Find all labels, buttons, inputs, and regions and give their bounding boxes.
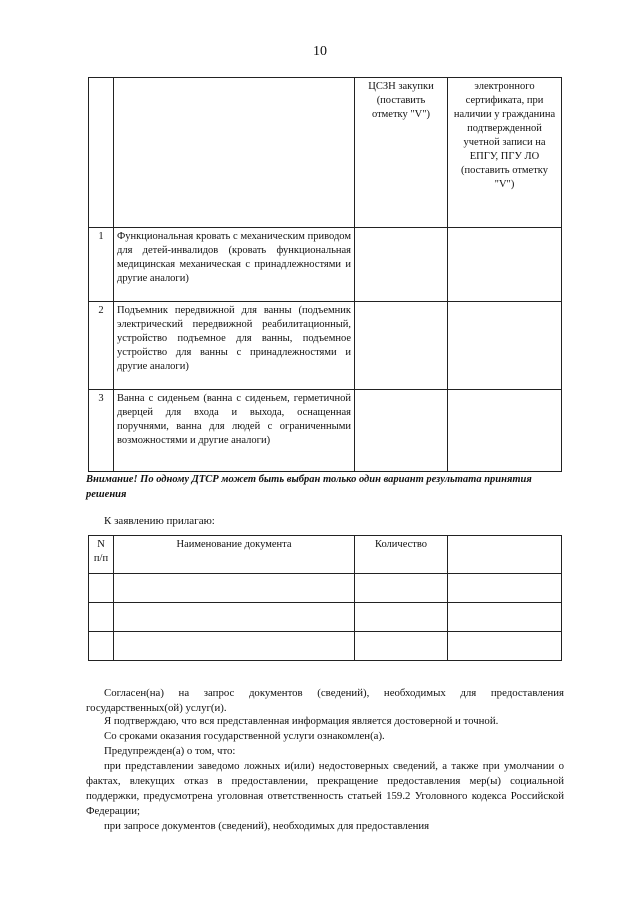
header-empty: [448, 536, 562, 574]
warning-note: Внимание! По одному ДТСР может быть выбран только один вариант результата принятия решения: [86, 474, 532, 500]
liability-paragraph: при представлении заведомо ложных и(или) недостоверных сведений, а также при умолчании о фактах, влекущих отказ в предоставлении, прекращение предоставления мер(ы) социальной поддержки, предусмотрена уголовная ответственность статьей 159.2 Уголовного кодекса Российской Федерации;: [86, 760, 564, 817]
header-quantity: Количество: [355, 536, 448, 574]
row-number: 3: [89, 390, 114, 472]
header-document-name: Наименование документа: [114, 536, 355, 574]
table-row: [89, 574, 562, 603]
table-row: [89, 228, 562, 302]
row-description: Функциональная кровать с механическим приводом для детей-инвалидов (кровать функциональная медицинская механическая с принадлежностями и другие аналоги): [114, 228, 355, 302]
row-description: Подъемник передвижной для ванны (подъемник электрический передвижной реабилитационный, устройство подъемное для ванны, подъемное устройство для ванны с принадлежностями и другие аналоги): [114, 302, 355, 390]
terms-paragraph: Со сроками оказания государственной услуги ознакомлен(а).: [104, 730, 385, 742]
cell-document-name[interactable]: [114, 632, 355, 661]
table-row: [89, 603, 562, 632]
cell-quantity[interactable]: [355, 574, 448, 603]
attachments-table: [88, 535, 562, 661]
header-cell-empty-desc: [114, 78, 355, 228]
cell-extra[interactable]: [448, 632, 562, 661]
mark-cell-czsn[interactable]: [355, 302, 448, 390]
attachments-label: К заявлению прилагаю:: [104, 515, 215, 527]
header-cell-empty-num: [89, 78, 114, 228]
row-description: Ванна с сиденьем (ванна с сиденьем, герметичной дверцей для входа и выхода, оснащенная поручнями, ванна для людей с ограниченными возможностями и другие аналоги): [114, 390, 355, 472]
table-header-row: [89, 536, 562, 574]
cell-document-name[interactable]: [114, 603, 355, 632]
header-cell-czsn: ЦСЗН закупки (поставить отметку "V"): [355, 78, 448, 228]
mark-cell-certificate[interactable]: [448, 228, 562, 302]
mark-cell-certificate[interactable]: [448, 302, 562, 390]
consent-paragraph: Согласен(на) на запрос документов (сведений), необходимых для предоставления государственных(ой) услуг(и).: [86, 687, 564, 714]
request-paragraph: при запросе документов (сведений), необходимых для предоставления: [104, 820, 430, 832]
cell-document-name[interactable]: [114, 574, 355, 603]
cell-quantity[interactable]: [355, 603, 448, 632]
table-row: [89, 390, 562, 472]
mark-cell-czsn[interactable]: [355, 228, 448, 302]
cell-num[interactable]: [89, 574, 114, 603]
row-number: 2: [89, 302, 114, 390]
header-cell-certificate: электронного сертификата, при наличии у гражданина подтвержденной учетной записи на ЕПГУ, ПГУ ЛО (поставить отметку "V"): [448, 78, 562, 228]
table-row: [89, 302, 562, 390]
cell-extra[interactable]: [448, 603, 562, 632]
cell-num[interactable]: [89, 632, 114, 661]
warning-paragraph: Предупрежден(а) о том, что:: [104, 745, 236, 757]
mark-cell-certificate[interactable]: [448, 390, 562, 472]
table-row: [89, 632, 562, 661]
confirmation-paragraph: Я подтверждаю, что вся представленная информация является достоверной и точной.: [104, 715, 499, 727]
mark-cell-czsn[interactable]: [355, 390, 448, 472]
page-number: 10: [313, 44, 327, 59]
row-number: 1: [89, 228, 114, 302]
table-header-row: [89, 78, 562, 228]
decision-table: [88, 77, 562, 472]
header-num: N п/п: [89, 536, 114, 574]
cell-num[interactable]: [89, 603, 114, 632]
cell-extra[interactable]: [448, 574, 562, 603]
cell-quantity[interactable]: [355, 632, 448, 661]
